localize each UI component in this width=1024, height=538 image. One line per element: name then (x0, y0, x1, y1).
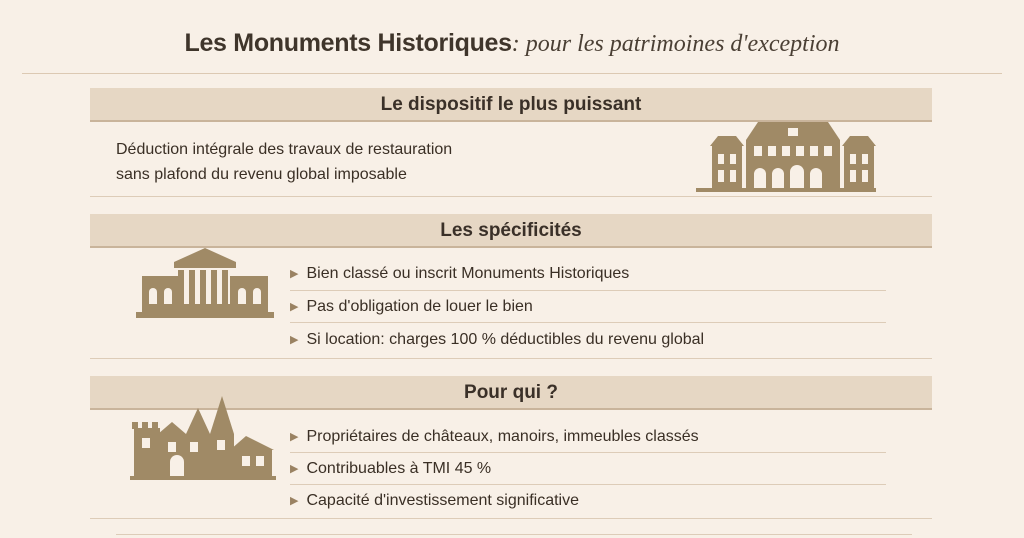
arrow-icon: ▶ (290, 301, 299, 313)
section2-divider (90, 358, 932, 359)
section1-divider (90, 196, 932, 197)
section1-text (116, 137, 452, 187)
section1-line: Déduction intégrale des travaux de restauration (116, 141, 453, 158)
list-item: ▶ Capacité d'investissement significative (290, 492, 579, 509)
item-divider (290, 452, 886, 453)
item-divider (290, 290, 886, 291)
title-main: Les Monuments Historiques (184, 29, 512, 57)
list-item: ▶ Propriétaires de châteaux, manoirs, immeubles classés (290, 428, 699, 445)
page-title (0, 26, 1024, 61)
bottom-divider (116, 534, 912, 535)
arrow-icon: ▶ (290, 334, 299, 346)
item-divider (290, 322, 886, 323)
chateau-icon (696, 116, 876, 196)
list-item: ▶ Si location: charges 100 % déductibles du revenu global (290, 331, 705, 348)
list-item: ▶ Contribuables à TMI 45 % (290, 460, 492, 477)
list-item: ▶ Bien classé ou inscrit Monuments Historiques (290, 265, 630, 282)
classical-monument-icon (136, 246, 274, 318)
section1-line: sans plafond du revenu global imposable (116, 166, 407, 183)
castle-icon (130, 394, 276, 482)
section2-heading: Les spécificités (90, 214, 932, 248)
title-subtitle: : pour les patrimoines d'exception (511, 31, 840, 57)
section3-heading: Pour qui ? (90, 376, 932, 410)
section3-divider (90, 518, 932, 519)
arrow-icon: ▶ (290, 463, 299, 475)
title-divider (22, 73, 1002, 74)
list-item: ▶ Pas d'obligation de louer le bien (290, 298, 533, 315)
item-divider (290, 484, 886, 485)
arrow-icon: ▶ (290, 268, 299, 280)
arrow-icon: ▶ (290, 495, 299, 507)
arrow-icon: ▶ (290, 431, 299, 443)
section1-heading: Le dispositif le plus puissant (90, 88, 932, 122)
